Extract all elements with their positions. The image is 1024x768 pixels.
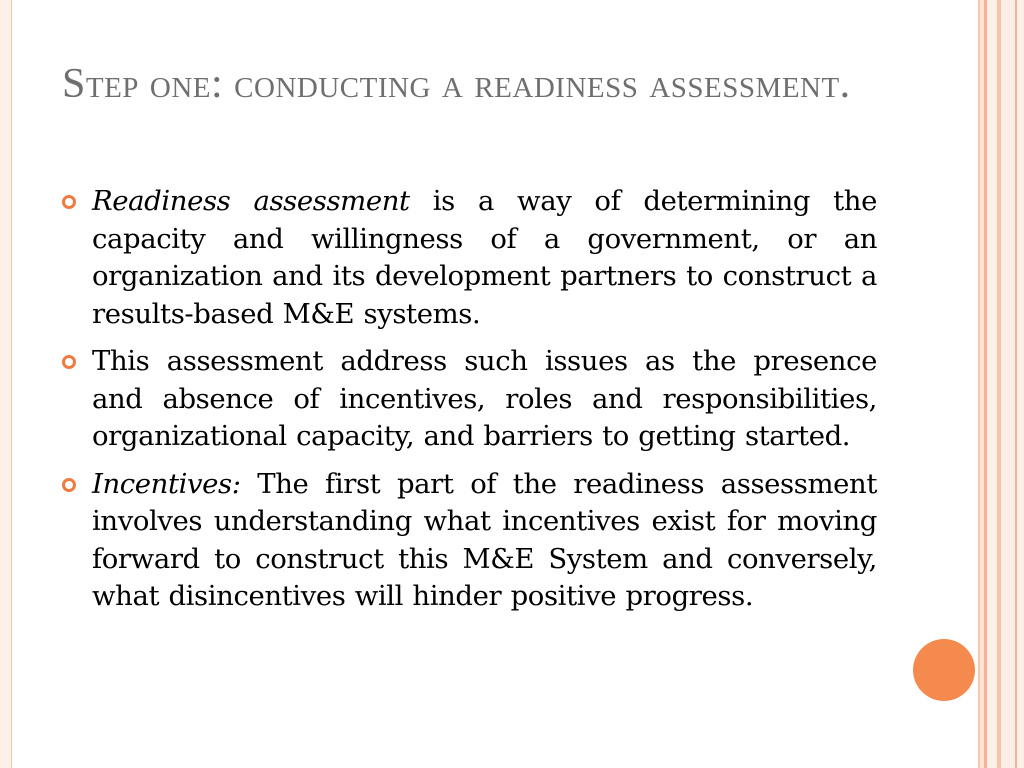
ring-bullet-icon xyxy=(62,355,76,369)
ring-bullet-icon xyxy=(62,478,76,492)
bullet-item xyxy=(62,466,877,616)
orange-circle-decoration xyxy=(913,639,975,701)
left-border-decoration xyxy=(0,0,12,768)
bullet-item xyxy=(62,343,877,456)
bullet-term: Readiness assessment xyxy=(92,185,410,217)
slide-title: Step one: conducting a readiness assessment. xyxy=(62,61,851,107)
bullet-text: This assessment address such issues as the presence and absence of incentives, roles and responsibilities, organizational capacity, and barriers to getting started. xyxy=(92,345,877,452)
bullet-list xyxy=(62,183,877,626)
right-border-decoration xyxy=(978,0,1024,768)
bullet-text: is a way of determining the capacity and willingness of a government, or an organization and its development partners to construct a results-based M&E systems. xyxy=(92,185,877,330)
ring-bullet-icon xyxy=(62,195,76,209)
bullet-item xyxy=(62,183,877,333)
bullet-text: The first part of the readiness assessment involves understanding what incentives exist for moving forward to construct this M&E System and conversely, what disincentives will hinder positive progress. xyxy=(92,467,877,612)
bullet-term: Incentives: xyxy=(92,467,241,500)
